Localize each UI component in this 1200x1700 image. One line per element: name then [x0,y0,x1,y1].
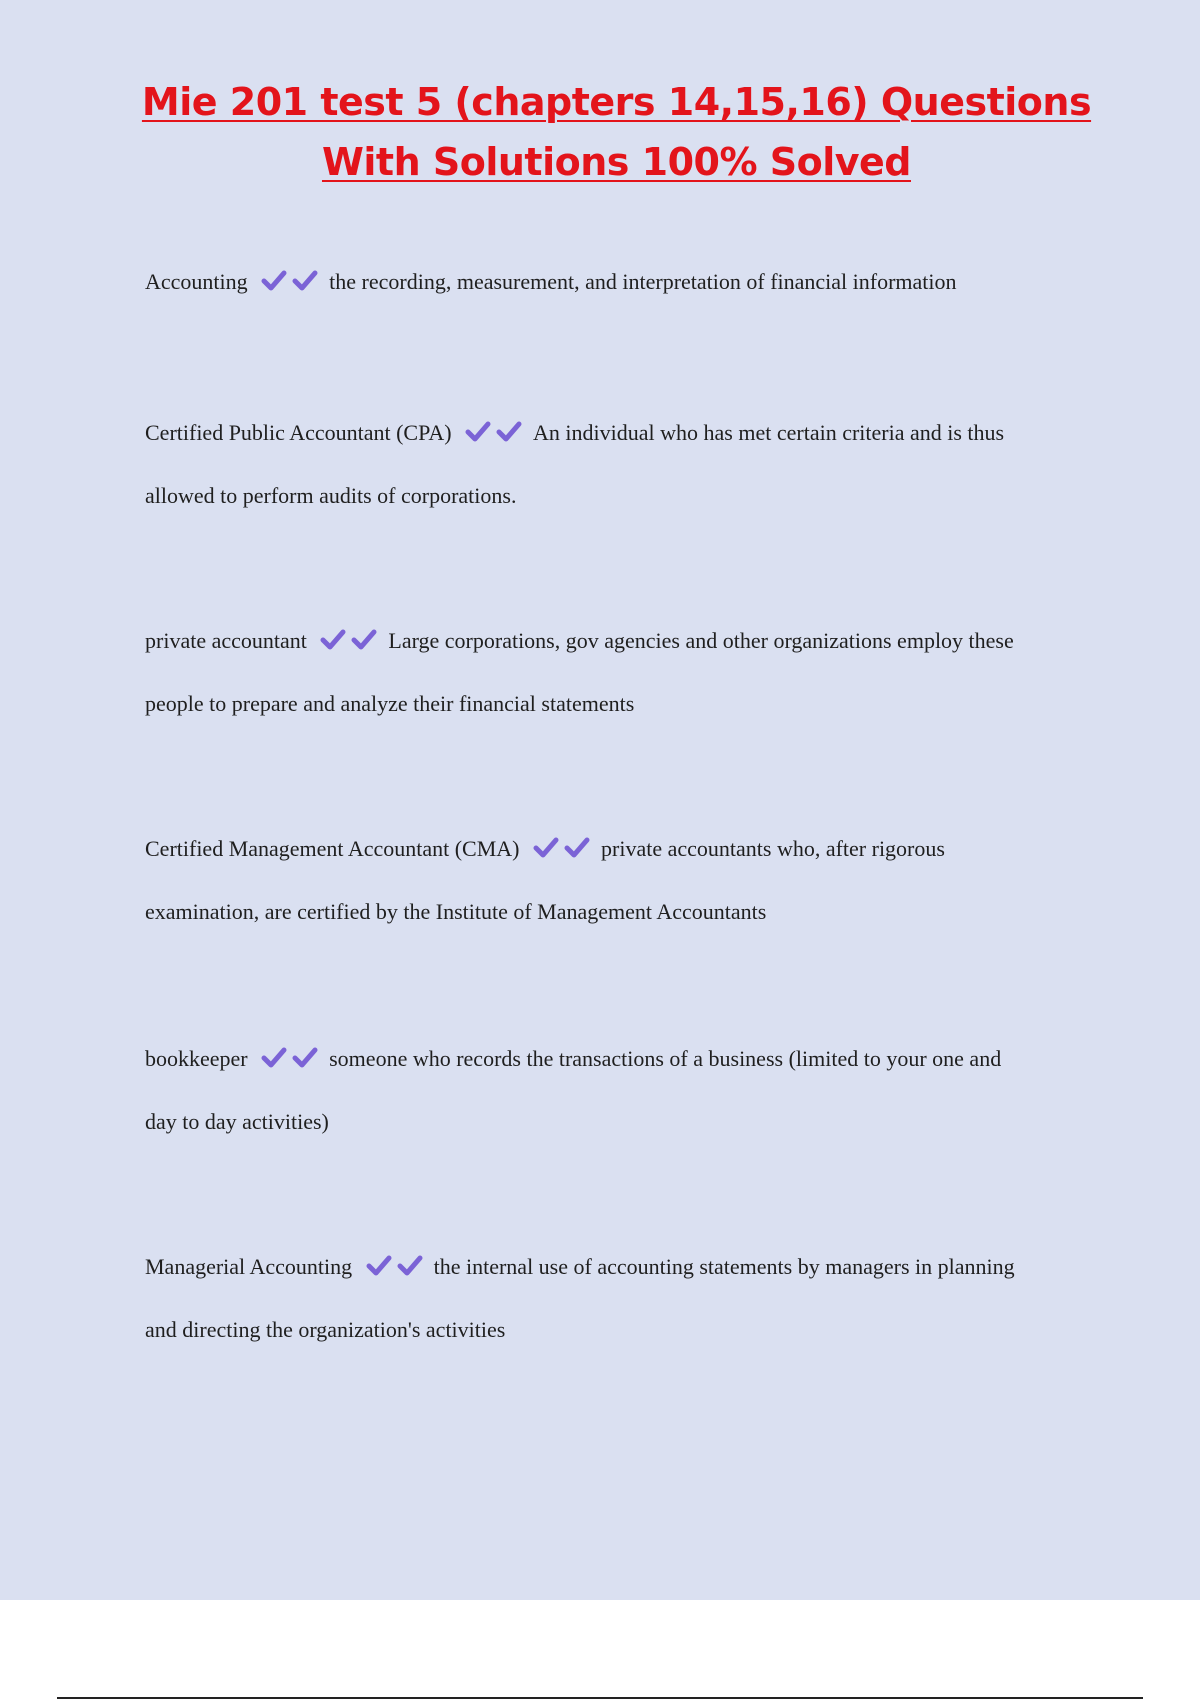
double-check-marks [366,1238,428,1299]
checkmark-icon [533,836,559,858]
checkmark-icon [292,269,318,291]
entry-definition-continued: people to prepare and analyze their financial statements [145,691,635,716]
entry-definition: someone who records the transactions of a business (limited to your one and [329,1046,1002,1071]
entry-definition: the recording, measurement, and interpretation of financial information [329,269,957,294]
entry-term: Accounting [145,269,248,294]
glossary-entry [145,251,1095,314]
checkmark-icon [496,420,522,442]
entry-definition-continued: day to day activities) [145,1109,329,1134]
glossary-entry [145,1028,1095,1152]
checkmark-icon [465,420,491,442]
glossary-entry [145,402,1095,526]
entry-definition-continued: examination, are certified by the Institute of Management Accountants [145,899,767,924]
checkmark-icon [397,1254,423,1276]
double-check-marks [465,404,527,465]
entry-term: Certified Public Accountant (CPA) [145,420,452,445]
entry-definition: private accountants who, after rigorous [601,836,945,861]
entry-definition-continued: and directing the organization's activities [145,1317,506,1342]
entry-definition: the internal use of accounting statements by managers in planning [433,1254,1015,1279]
entry-term: Managerial Accounting [145,1254,353,1279]
checkmark-icon [292,1046,318,1068]
checkmark-icon [564,836,590,858]
checkmark-icon [261,1046,287,1068]
entry-definition-continued: allowed to perform audits of corporations. [145,483,517,508]
entry-term: Certified Management Accountant (CMA) [145,836,520,861]
title-line-2: With Solutions 100% Solved [321,140,911,184]
checkmark-icon [261,269,287,291]
entry-definition: Large corporations, gov agencies and other organizations employ these [388,628,1014,653]
glossary-entry [145,610,1095,734]
entry-term: private accountant [145,628,307,653]
checkmark-icon [320,628,346,650]
footer-divider [57,1697,1143,1699]
double-check-marks [320,612,382,673]
double-check-marks [261,253,323,314]
document-title [100,72,1133,192]
title-line-1: Mie 201 test 5 (chapters 14,15,16) Questions [141,80,1092,124]
checkmark-icon [366,1254,392,1276]
double-check-marks [533,820,595,881]
entry-definition: An individual who has met certain criteria and is thus [533,420,1005,445]
double-check-marks [261,1030,323,1091]
checkmark-icon [351,628,377,650]
glossary-entry [145,1236,1095,1360]
entry-term: bookkeeper [145,1046,248,1071]
glossary-entry [145,818,1095,942]
